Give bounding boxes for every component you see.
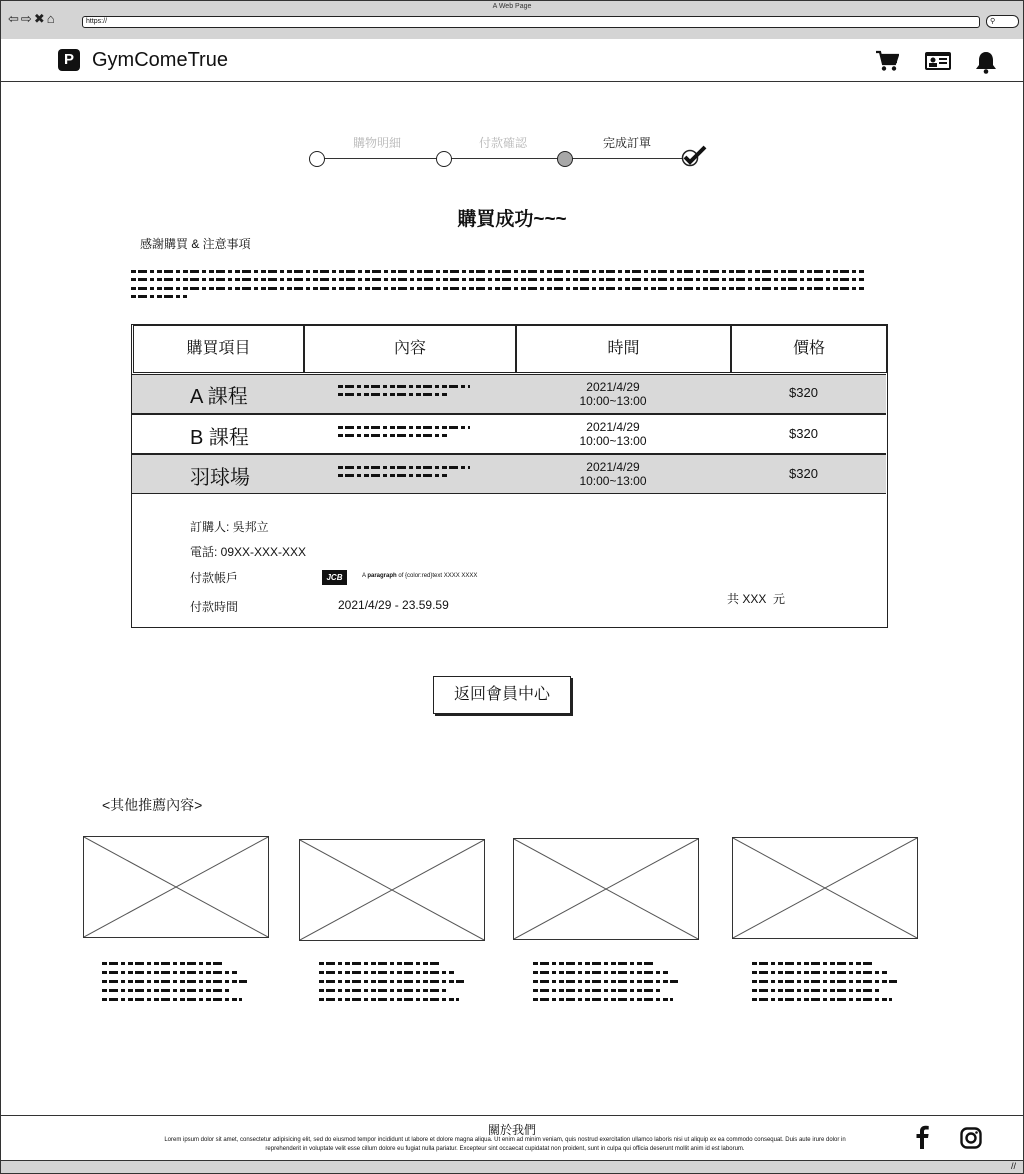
row-price: $320 bbox=[789, 385, 818, 400]
row-content-placeholder bbox=[338, 393, 448, 396]
row-content-placeholder bbox=[338, 474, 448, 477]
column-header-price: 價格 bbox=[731, 325, 887, 373]
row-price: $320 bbox=[789, 426, 818, 441]
step-label-2: 付款確認 bbox=[478, 136, 527, 150]
row-content-placeholder bbox=[338, 466, 470, 469]
payment-account-label: 付款帳戶 bbox=[190, 571, 239, 585]
row-item-name: A 課程 bbox=[190, 386, 248, 408]
placeholder-text-line bbox=[131, 270, 866, 273]
row-price: $320 bbox=[789, 466, 818, 481]
url-input[interactable]: https:// bbox=[82, 16, 980, 28]
placeholder-text-line bbox=[131, 278, 866, 281]
logo-icon[interactable]: P bbox=[58, 49, 80, 71]
check-complete-icon bbox=[681, 145, 707, 167]
step-connector bbox=[451, 158, 559, 159]
card-text-prefix: A bbox=[362, 573, 368, 579]
recommend-image[interactable] bbox=[732, 837, 918, 939]
payment-time-label: 付款時間 bbox=[190, 600, 239, 614]
step-dot-2 bbox=[436, 151, 452, 167]
status-bar bbox=[0, 1160, 1024, 1174]
placeholder-text-line bbox=[131, 295, 187, 298]
row-hours: 10:00~13:00 bbox=[579, 474, 647, 488]
browser-search-input[interactable] bbox=[986, 15, 1019, 28]
card-text-suffix: of {color:red}text XXXX XXXX bbox=[396, 573, 478, 579]
step-label-3: 完成訂單 bbox=[602, 136, 651, 150]
row-time bbox=[538, 460, 688, 488]
row-time bbox=[538, 380, 688, 408]
cart-icon[interactable] bbox=[875, 50, 899, 72]
facebook-icon[interactable] bbox=[914, 1125, 930, 1149]
step-connector bbox=[572, 158, 684, 159]
row-item-name: B 課程 bbox=[190, 427, 249, 449]
step-label-1: 購物明細 bbox=[352, 136, 401, 150]
row-hours: 10:00~13:00 bbox=[579, 434, 647, 448]
recommend-text bbox=[533, 962, 683, 1001]
payment-time: 2021/4/29 - 23.59.59 bbox=[338, 598, 449, 612]
back-to-member-center-button[interactable]: 返回會員中心 bbox=[433, 676, 571, 714]
stop-icon[interactable]: ✖ bbox=[33, 11, 47, 26]
page-title: 購買成功~~~ bbox=[457, 209, 567, 230]
jcb-card-icon: JCB bbox=[322, 570, 347, 585]
step-dot-1 bbox=[309, 151, 325, 167]
recommend-image[interactable] bbox=[299, 839, 485, 941]
recommend-title: <其他推薦內容> bbox=[102, 797, 203, 813]
forward-icon[interactable]: ⇨ bbox=[20, 11, 34, 26]
row-date: 2021/4/29 bbox=[586, 380, 640, 394]
recommend-text bbox=[319, 962, 469, 1001]
column-header-time: 時間 bbox=[516, 325, 731, 373]
row-hours: 10:00~13:00 bbox=[579, 394, 647, 408]
card-text-bold: paragraph bbox=[367, 573, 397, 579]
home-icon[interactable]: ⌂ bbox=[46, 11, 57, 26]
row-content-placeholder bbox=[338, 426, 470, 429]
row-time bbox=[538, 420, 688, 448]
row-date: 2021/4/29 bbox=[586, 460, 640, 474]
instagram-icon[interactable] bbox=[960, 1127, 982, 1149]
recommend-text bbox=[752, 962, 902, 1001]
buyer-name: 訂購人: 吳邦立 bbox=[190, 520, 269, 534]
row-item-name: 羽球場 bbox=[190, 467, 250, 489]
placeholder-text-line bbox=[131, 287, 866, 290]
member-card-icon[interactable] bbox=[924, 50, 952, 72]
column-header-content: 內容 bbox=[304, 325, 516, 373]
browser-nav bbox=[8, 11, 57, 27]
resize-grip-icon[interactable]: // bbox=[1011, 1161, 1017, 1171]
step-dot-3 bbox=[557, 151, 573, 167]
row-date: 2021/4/29 bbox=[586, 420, 640, 434]
brand-name[interactable]: GymComeTrue bbox=[92, 49, 228, 71]
buyer-phone: 電話: 09XX-XXX-XXX bbox=[190, 545, 307, 559]
row-content-placeholder bbox=[338, 434, 448, 437]
page-subtitle: 感謝購買 & 注意事項 bbox=[140, 237, 251, 251]
bell-icon[interactable] bbox=[974, 50, 998, 72]
footer-title[interactable]: 關於我們 bbox=[487, 1123, 536, 1137]
footer-text: Lorem ipsum dolor sit amet, consectetur adipisicing elit, sed do eiusmod tempor incididunt ut labore et dolore magna aliqua. Ut enim ad minim veniam, quis nostrud exercitation ullamco laboris nisi ut aliquip ex ea commodo consequat. Duis aute irure dolor in reprehenderit in voluptate velit esse cillum dolore eu fugiat nulla pariatur. Excepteur sint occaecat cupidatat non proident, sunt in culpa qui officia deserunt mollit anim id est laborum. bbox=[164, 1137, 846, 1152]
window-title: A Web Page bbox=[492, 3, 532, 10]
recommend-text bbox=[102, 962, 252, 1001]
row-content-placeholder bbox=[338, 385, 470, 388]
search-icon: ⚲ bbox=[990, 18, 996, 25]
column-header-item: 購買項目 bbox=[133, 325, 304, 373]
step-connector bbox=[324, 158, 440, 159]
back-icon[interactable]: ⇦ bbox=[8, 11, 21, 26]
recommend-image[interactable] bbox=[513, 838, 699, 940]
payment-account-text bbox=[362, 573, 477, 579]
order-total: 共 XXX 元 bbox=[727, 592, 786, 606]
recommend-image[interactable] bbox=[83, 836, 269, 938]
